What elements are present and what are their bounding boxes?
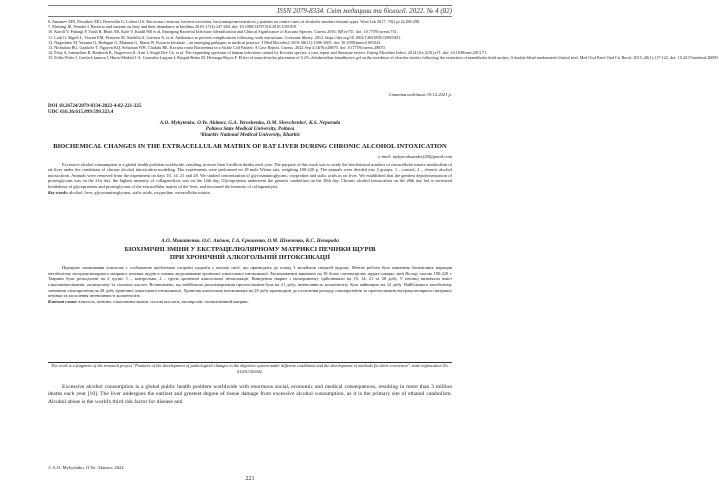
abstract-en: Excessive alcohol consumption is a global health problem worldwide, resulting in more than 3 million deaths each year. The purpose of this work was to study the biochemical markers of extracellular matrix metabolism of rat liver under the conditions of chronic alcohol intoxication modeling. The experiments were performed on 18 male Wistar rats, weighing 180-220 g. The animals were divided into 3 groups: 1 – control, 2 – chronic alcohol intoxication. Animals were removed from the experiment on days 10, 14, 21 and 28. We studied concentration of glycosaminoglycans, oxyproline and sialic acids in rat liver. We established that the greatest depolymerization of proteoglycans was on the 21st day, the highest intensity of collagenolysis was on the 14th day. Glycoproteins underwent the greatest catabolism on the 28th day. Chronic alcohol intoxication on the 28th day led to increased breakdown of glycoproteins and proteoglycans of the extracellular matrix of the liver, and increased the intensity of collagenolysis. — [48, 161, 452, 189]
affiliation: ¹Kharkiv National Medical University, Kharkiv — [199, 132, 301, 139]
title-line: ПРИ ХРОНІЧНІЙ АЛКОГОЛЬНІЙ ІНТОКСИКАЦІЇ — [169, 254, 331, 262]
english-summary — [48, 120, 452, 195]
ukrainian-summary — [48, 238, 452, 304]
funding-footnote: The work is a fragment of the research project "Features of the development of pathological changes in the digestive system under different conditions and the development of methods for their correction", state registration No. 0120U100302. — [50, 363, 449, 374]
title-line: БІОХІМІЧНІ ЗМІНИ У ЕКСТРАЦЕЛЮЛЯРНОМУ МАТРИКСІ ПЕЧІНКИ ЩУРІВ — [124, 246, 376, 254]
article-title-en: BIOCHEMICAL CHANGES IN THE EXTRACELLULAR MATRIX OF RAT LIVER DURING CHRONIC ALCOHOL INTOXICATION — [53, 142, 447, 150]
intro-paragraph: Excessive alcohol consumption is a global public health problem worldwide with enormous social, economic and medical consequences, resulting in more than 3 million deaths each year [10]. The liver undergoes the earliest and greatest degree of tissue damage from excessive alcohol consumption, as it is the primary site of ethanol catabolism. Alcohol abuse is the world's third risk factor for disease and — [48, 384, 452, 405]
journal-issn-line: ISSN 2079-8334. Світ медицини та біології. 2022. № 4 (82) — [277, 7, 452, 15]
introduction — [48, 384, 452, 406]
reference-item: 10. Karoli V, Palungi P, Vaish R, Bhatt AR, Kale V, Kaidil NB et al. Emerging Bacterial Infection: Identification and Clinical Significance of Kocuria Species. Cureus 2016; 8(8):e731. doi: 10.7759/cureus.731. — [48, 29, 398, 35]
keywords-en — [48, 190, 452, 196]
keywords-text: alcohol, liver, glycosaminoglycans, sialic acids, oxyproline, extracellular matrix. — [69, 189, 211, 195]
authors-uk: А.О. Микитенко, О.Є. Акімов, Г.А. Єрошенко, О.М. Шевченко, К.С. Непорада — [161, 238, 339, 244]
udc: UDC 616.36:615.099:599.323.4 — [48, 110, 114, 115]
reference-item: 12. Nagashino M, Yasuma G, Bodagan G, Matuma G, Maria W. Kocuria kristinae – an emerging pathogen in medical practice. J Med Microbiol 2019; 68(11):1596-1603. doi: 10.1099/jmm.0.001023. — [48, 39, 382, 45]
reference-item: 13. Nichukan BG, Gazikele T, Nguyen KQ, Schuman WH, Chidulu RE. Kocuria rosea Bacteremia in a Sickle Cell Patient: A Case Report. Cureus. 2022 Sep 4;14(9):e28870. doi: 10.7759/cureus.28870. — [48, 45, 386, 51]
reference-item: 6. Amaniev MN, Fesenkov MG, Beresedin G, Lobert GA. Кислотна стеатоза, bacteria excretion, Інсулинорезистентність у patients on centre-cases of alcoholic insulin-resistant types. Wnd Lek 2017; 70(2 pt 2):286-290. — [48, 19, 421, 24]
reference-list — [48, 19, 719, 61]
keywords-label: Key words: — [48, 189, 69, 195]
running-header — [48, 5, 452, 17]
authors-en: A.O. Mykytenko, O.Ye. Akimov, G.A. Yeroshenko, O.M. Shevchenko¹, K.S. Neporada — [159, 120, 341, 126]
copyright-line: © A.O. Mykytenko, O.Ye. Akimov, 2022 — [48, 465, 124, 470]
page-number: 221 — [245, 476, 255, 482]
article-identifiers — [48, 104, 141, 116]
affiliation: Poltava State Medical University, Poltava — [205, 126, 295, 133]
footnote-block — [48, 362, 452, 374]
contact-email[interactable]: e-mail: mykytenkoandrej18@gmail.com — [378, 153, 452, 159]
keywords-label: Ключові слова: — [48, 298, 78, 304]
reference-item: 11. Lodi G, Rigoli L, Viorini EM, Pesterno M, Sardella A, Carrassi A, et al. Antibiotics to prevent complications following tooth extractions. Cochrane library. 2012. https://doi.org/10.1002/14651858.CD003811. — [48, 34, 402, 40]
article-title-uk — [48, 246, 452, 262]
reference-item: 7. Fleming JE, Wander I. Bacteria and enzyme on fatty and their abundance in biofilms 2019; 17(4):247-260. doi: 10.1080/14787210.2019.1581019. — [48, 24, 298, 30]
abstract-uk: Надмірне споживання алкоголю є глобальною проблемою охорони здоров'я у всьому світі, що призводить до понад 3 мільйонів смертей щороку. Метою роботи було вивчення біохімічних маркерів метаболізму екстрацелюлярного матриксу печінки щурів в умовах моделювання хронічної алкогольної інтоксикації. Експерименти виконано на 18 білих статевозрілих щурах-самцях лінії Вістар, масою 180-220 г. Тварини були розподілені на 2 групи: 1 – контрольна, 2 – група хронічної алкогольної інтоксикації. Виведення тварин з експерименту здійснювали на 10, 14, 21 та 28 добу. У печінці визначали вміст глікозаміногліканів, оксипроліну та сіалових кислот. Встановлено, що найбільша деполімеризація протеогліканів була на 21 добу, інтенсивність колагенолізу була найвищою на 14 добу. Найбільшого катаболізму зазнавали глікопротеїни на 28 добу хронічної алкогольної інтоксикації. Хронічна алкогольна інтоксикація на 28 добу призводила до посилення розпаду глікопротеїнів та протеогліканів екстрацелюлярного матриксу печінки та посилення інтенсивності колагенолізу. — [48, 265, 452, 299]
keywords-uk — [48, 299, 452, 305]
received-date: Стаття надійшла 19.12.2021 р. — [388, 92, 452, 97]
keywords-text: алкоголь, печінка, глікозаміноглікани, сіалові кислоти, оксипролін, позаклітинний матрикс. — [78, 298, 250, 304]
reference-item: 14. Fetty S, Samuelsen R, Reuberth K, Nugyerwn K, Arni J, Singh Dev Ch, et al. The expanding spectrum of human infections caused by Kocuria species: a case report and literature review. Emerg Microbes Infect. 2014 Oct;3(10):e71. doi: 10.1038/emi.2013.71. — [48, 50, 488, 56]
reference-item: 15. Poltis-Poles I, Grefin-Llamosa I, Hurto-Madrid J-A, Gonzalez-Laguna I, Ruspid-Renta M, Hevaoga-Reyes F. Effect of intra-alveolar placement of 0.2% chlorhexidine bioadhesive gel on the incidence of alveolar osteitis following the extraction of mandibular third molars. A double-blind randomized clinical trial. Med Oral Patol Oral Cir Bucal. 2015; 20(1):117-122. doi: 10.4317/medoral.20009. — [48, 55, 719, 61]
doi: DOI 10.26724/2079-8334-2022-4-82-221-225 — [48, 104, 142, 109]
